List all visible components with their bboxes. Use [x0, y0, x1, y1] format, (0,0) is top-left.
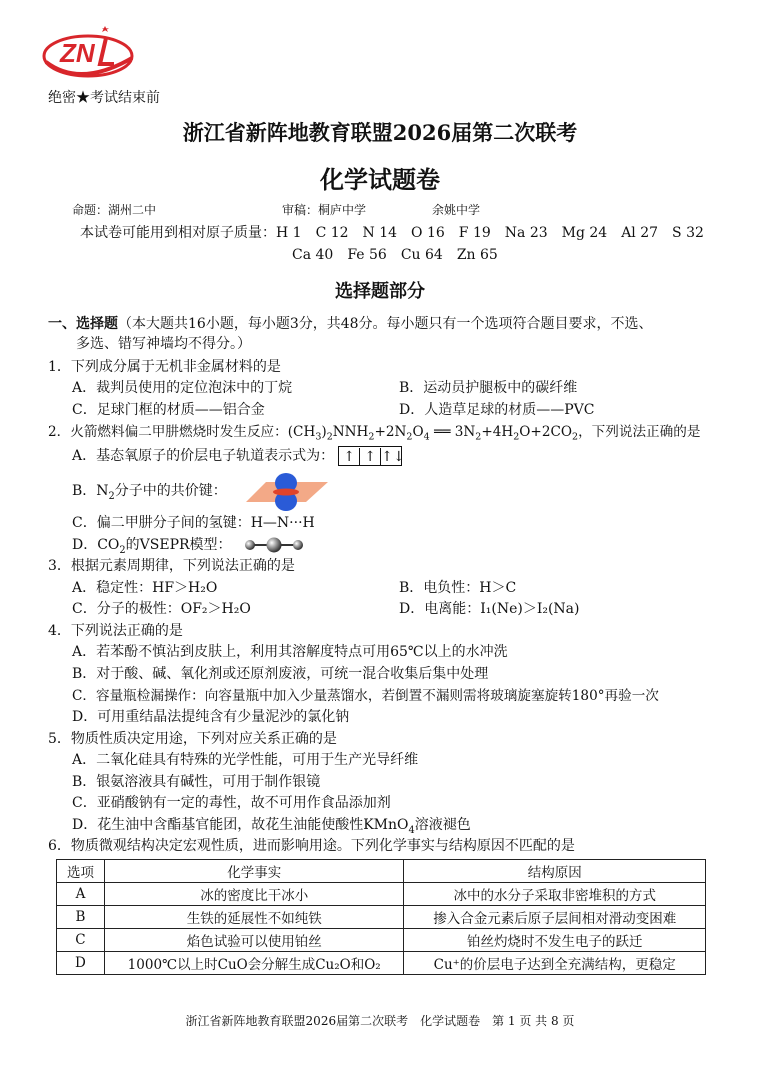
- table-row: [57, 906, 706, 929]
- q4-stem: 4．下列说法正确的是: [48, 623, 183, 639]
- table-cell: 焰色试验可以使用铂丝: [104, 929, 404, 952]
- q4-option-c: C．容量瓶检漏操作：向容量瓶中加入少量蒸馏水，若倒置不漏则需将玻璃旋塞旋转180°再验一次: [72, 688, 659, 704]
- co2-vsepr-model-icon: [242, 535, 306, 555]
- table-cell: Cu⁺的价层电子达到全充满结构，更稳定: [404, 952, 706, 975]
- table-row: [57, 883, 706, 906]
- section-intro-line-2: 多选、错写神墙均不得分。）: [76, 336, 251, 352]
- reviewer-2: 余姚中学: [432, 203, 481, 217]
- table-cell: 1000℃以上时CuO会分解生成Cu₂O和O₂: [104, 952, 404, 975]
- q5-stem: 5．物质性质决定用途，下列对应关系正确的是: [48, 731, 337, 747]
- q1-option-a: A．裁判员使用的定位泡沫中的丁烷: [72, 380, 293, 396]
- q2-option-c: C．偏二甲肼分子间的氢键：H—N···H: [72, 515, 315, 531]
- q1-option-b: B．运动员护腿板中的碳纤维: [399, 380, 578, 396]
- q1-stem: 1．下列成分属于无机非金属材料的是: [48, 359, 281, 375]
- section-intro-label: 一、选择题: [48, 316, 118, 332]
- table-cell: D: [57, 952, 105, 975]
- section-title: 选择题部分: [335, 281, 425, 302]
- page-footer: 浙江省新阵地教育联盟2026届第二次联考 化学试题卷 第 1 页 共 8 页: [185, 1014, 575, 1028]
- table-cell: 铂丝灼烧时不发生电子的跃迁: [404, 929, 706, 952]
- znl-logo-icon: [40, 18, 140, 90]
- table-header-cell: 化学事实: [104, 860, 404, 883]
- q3-option-b: B．电负性：H＞C: [399, 580, 517, 596]
- q6-stem: 6．物质微观结构决定宏观性质，进而影响用途。下列化学事实与结构原因不匹配的是: [48, 838, 575, 854]
- q1-option-d: D．人造草足球的材质——PVC: [399, 402, 595, 418]
- q5-option-a: A．二氧化硅具有特殊的光学性能，可用于生产光导纤维: [72, 752, 419, 768]
- table-cell: B: [57, 906, 105, 929]
- table-header-row: [57, 860, 706, 883]
- q1-option-c: C．足球门框的材质——铝合金: [72, 402, 265, 418]
- q3-stem: 3．根据元素周期律，下列说法正确的是: [48, 558, 295, 574]
- q2-option-d: D．$CO_2$的VSEPR模型：: [72, 537, 232, 556]
- q3-option-c: C．分子的极性：OF₂＞H₂O: [72, 601, 251, 617]
- atomic-mass-line-1: 本试卷可能用到相对原子质量：H 1 C 12 N 14 O 16 F 19 Na 23 Mg 24 Al 27 S 32: [80, 225, 704, 241]
- orbital-box: ↑: [339, 448, 360, 466]
- section-intro-line-1: 一、选择题（本大题共16小题，每小题3分，共48分。每小题只有一个选项符合题目要求，不选、: [48, 316, 653, 332]
- q6-table: [56, 859, 706, 975]
- atomic-mass-line-2: Ca 40 Fe 56 Cu 64 Zn 65: [292, 247, 498, 263]
- table-row: [57, 952, 706, 975]
- table-cell: C: [57, 929, 105, 952]
- q5-option-c: C．亚硝酸钠有一定的毒性，故不可用作食品添加剂: [72, 795, 391, 811]
- proposer: 命题：湖州二中: [72, 203, 157, 217]
- paper-title: 化学试题卷: [320, 165, 440, 194]
- q5-option-d: D．花生油中含酯基官能团，故花生油能使酸性KMnO$_4$溶液褪色: [72, 817, 471, 836]
- table-cell: 冰中的水分子采取非密堆积的方式: [404, 883, 706, 906]
- q2-option-b: B．$N_2$分子中的共价键：: [72, 483, 227, 502]
- exam-title: 浙江省新阵地教育联盟2026届第二次联考: [182, 120, 578, 145]
- q4-option-d: D．可用重结晶法提纯含有少量泥沙的氯化钠: [72, 709, 350, 725]
- q2-stem: 2．火箭燃料偏二甲肼燃烧时发生反应：$(CH_3)_2NNH_2+2N_2O_4$ ══ $3N_2+4H_2O+2CO_2$，下列说法正确的是: [48, 424, 701, 443]
- table-cell: A: [57, 883, 105, 906]
- table-cell: 掺入合金元素后原子层间相对滑动变困难: [404, 906, 706, 929]
- table-cell: 冰的密度比干冰小: [104, 883, 404, 906]
- q2-option-a: A．基态氧原子的价层电子轨道表示式为： ↑ ↑ ↑↓: [72, 448, 405, 465]
- q5-option-b: B．银氨溶液具有碱性，可用于制作银镜: [72, 774, 321, 790]
- orbital-box: ↑↓: [381, 449, 405, 465]
- svg-text:ZN: ZN: [60, 38, 95, 68]
- q4-option-a: A．若苯酚不慎沾到皮肤上，利用其溶解度特点可用65℃以上的水冲洗: [72, 644, 508, 660]
- q4-option-b: B．对于酸、碱、氧化剂或还原剂废液，可统一混合收集后集中处理: [72, 666, 489, 682]
- orbital-diagram: [338, 446, 405, 466]
- orbital-box: ↑: [360, 448, 381, 466]
- pi-bond-orbital-icon: [240, 470, 330, 512]
- table-cell: 生铁的延展性不如纯铁: [104, 906, 404, 929]
- table-header-cell: 结构原因: [404, 860, 706, 883]
- reviewer: 审稿：桐庐中学: [282, 203, 367, 217]
- table-header-cell: 选项: [57, 860, 105, 883]
- q3-option-d: D．电离能：I₁(Ne)＞I₂(Na): [399, 601, 580, 617]
- table-row: [57, 929, 706, 952]
- confidential-label: 绝密★考试结束前: [48, 90, 160, 106]
- q3-option-a: A．稳定性：HF＞H₂O: [72, 580, 218, 596]
